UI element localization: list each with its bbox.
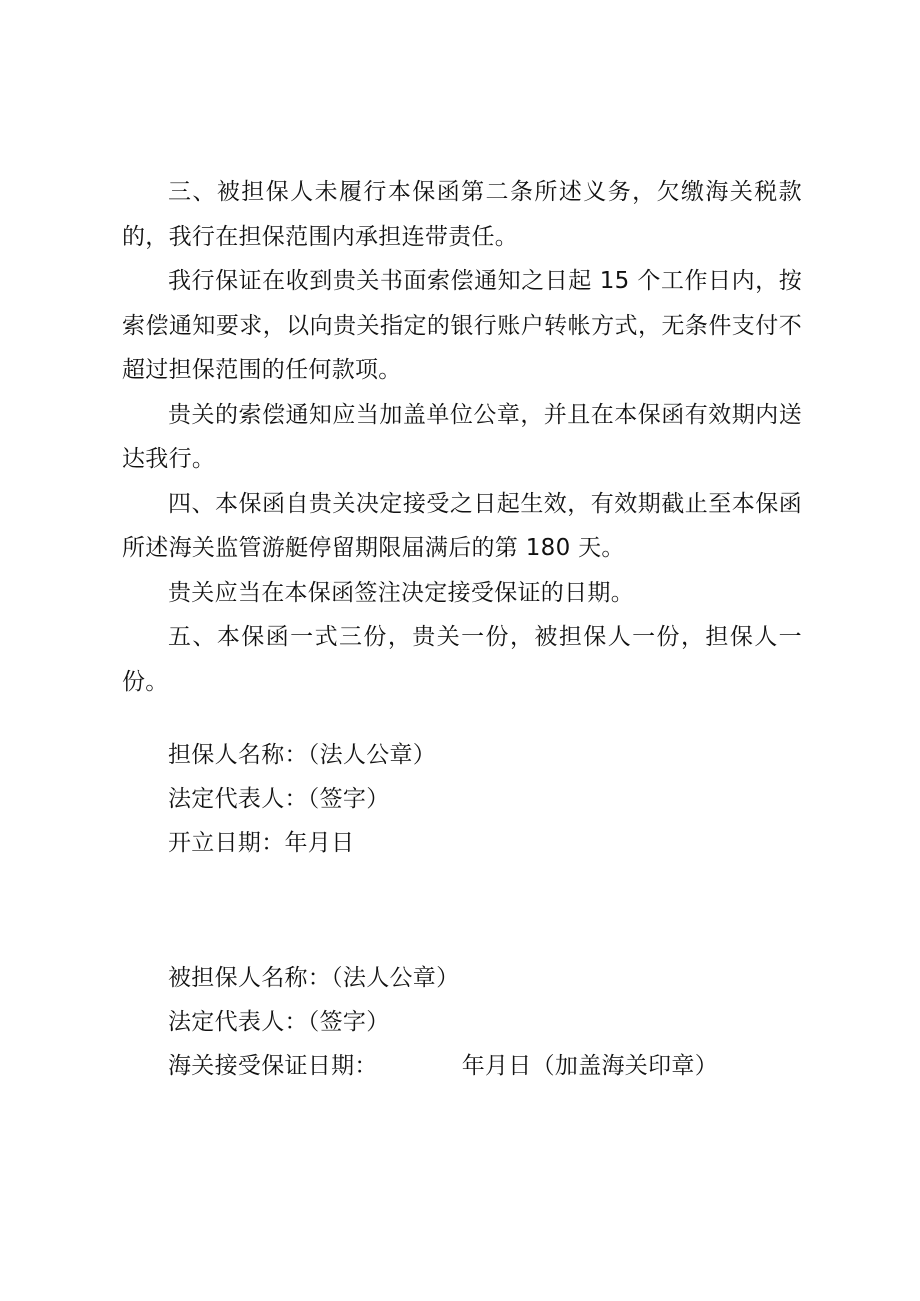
customs-acceptance-line	[168, 1044, 818, 1088]
guarantor-representative-line: 法定代表人：（签字）	[168, 786, 390, 812]
issue-date-line: 开立日期：年月日	[168, 830, 355, 856]
guaranteed-name-line: 被担保人名称：（法人公章）	[168, 965, 460, 991]
guarantor-name-line: 担保人名称：（法人公章）	[168, 742, 437, 768]
clause-five: 五、本保函一式三份，贵关一份，被担保人一份，担保人一份。	[122, 624, 802, 695]
clause-claim-notice: 贵关的索偿通知应当加盖单位公章，并且在本保函有效期内送达我行。	[122, 401, 802, 472]
customs-acceptance-value: 年月日（加盖海关印章）	[461, 1053, 719, 1079]
guarantee-clauses	[122, 170, 802, 704]
guarantor-signature-block	[168, 733, 818, 865]
guaranteed-signature-block	[168, 956, 818, 1088]
clause-acceptance-date: 贵关应当在本保函签注决定接受保证的日期。	[168, 579, 634, 606]
customs-acceptance-label: 海关接受保证日期：	[168, 1053, 378, 1079]
clause-four: 四、本保函自贵关决定接受之日起生效，有效期截止至本保函所述海关监管游艇停留期限届满后的第 180 天。	[122, 490, 802, 561]
clause-payment-terms: 我行保证在收到贵关书面索偿通知之日起 15 个工作日内，按索偿通知要求，以向贵关指定的银行账户转帐方式，无条件支付不超过担保范围的任何款项。	[122, 268, 802, 383]
guaranteed-representative-line: 法定代表人：（签字）	[168, 1009, 390, 1035]
clause-three: 三、被担保人未履行本保函第二条所述义务，欠缴海关税款的，我行在担保范围内承担连带责任。	[122, 179, 802, 250]
